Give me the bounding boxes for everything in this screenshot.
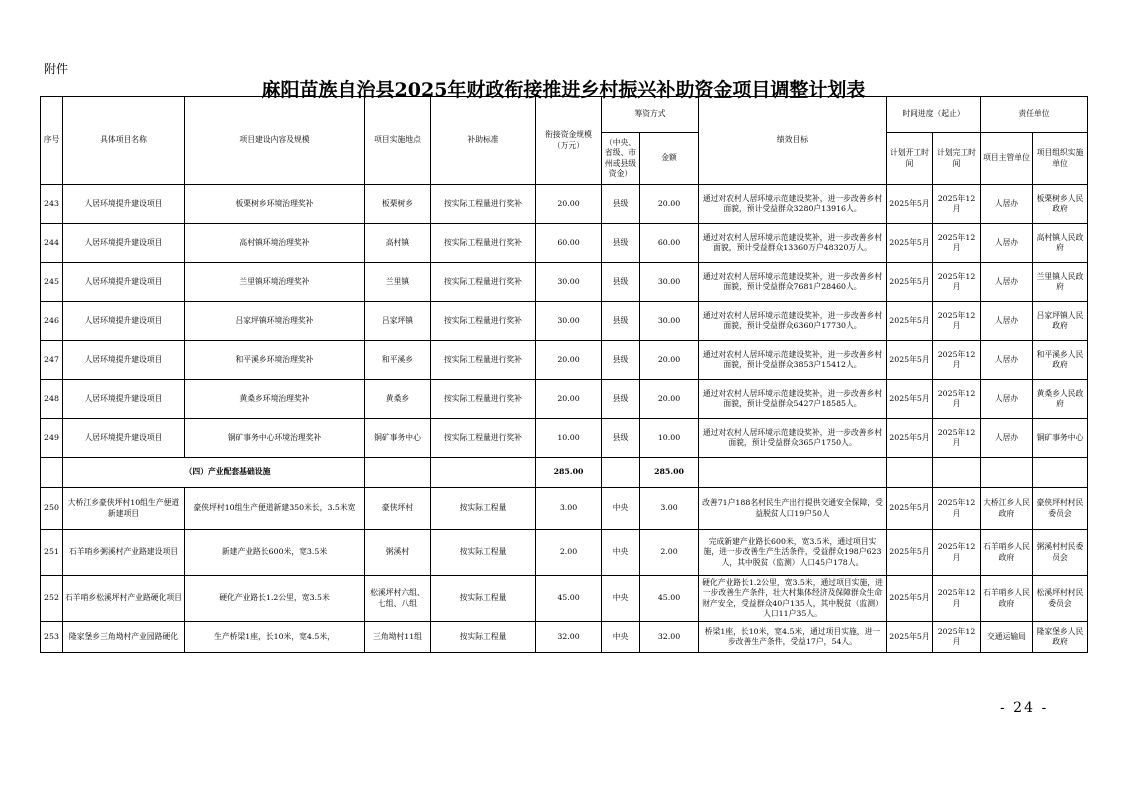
cell-no: 252 bbox=[41, 576, 63, 622]
cell-end: 2025年12月 bbox=[933, 263, 981, 302]
cell-goal: 通过对农村人居环境示范建设奖补，进一步改善乡村面貌，预计受益群众6360户17730人。 bbox=[699, 302, 887, 341]
cell-content: 硬化产业路长1.2公里，宽3.5米 bbox=[185, 576, 365, 622]
cell-dept: 人居办 bbox=[981, 263, 1033, 302]
cell-amount: 45.00 bbox=[640, 576, 699, 622]
cell-dept: 人居办 bbox=[981, 185, 1033, 224]
cell-dept: 人居办 bbox=[981, 341, 1033, 380]
cell-scale: 3.00 bbox=[536, 488, 602, 530]
cell-org: 松溪坪村村民委员会 bbox=[1033, 576, 1088, 622]
cell-org: 吕家坪镇人民政府 bbox=[1033, 302, 1088, 341]
cell-amount: 30.00 bbox=[640, 263, 699, 302]
cell-location: 板栗树乡 bbox=[365, 185, 431, 224]
cell-end: 2025年12月 bbox=[933, 341, 981, 380]
cell-org: 高村镇人民政府 bbox=[1033, 224, 1088, 263]
cell-location: 和平溪乡 bbox=[365, 341, 431, 380]
cell-name: 人居环境提升建设项目 bbox=[63, 224, 185, 263]
header-funding-amount: 金额 bbox=[640, 133, 699, 185]
cell-amount: 30.00 bbox=[640, 302, 699, 341]
cell-scale: 30.00 bbox=[536, 263, 602, 302]
cell-org: 板栗树乡人民政府 bbox=[1033, 185, 1088, 224]
table-row bbox=[41, 302, 1088, 341]
cell-end: 2025年12月 bbox=[933, 622, 981, 653]
cell-amount: 20.00 bbox=[640, 341, 699, 380]
cell-no: 250 bbox=[41, 488, 63, 530]
table-row bbox=[41, 419, 1088, 458]
cell-amount: 3.00 bbox=[640, 488, 699, 530]
cell-standard: 按实际工程量进行奖补 bbox=[431, 185, 536, 224]
cell-dept: 石羊哨乡人民政府 bbox=[981, 530, 1033, 576]
cell-scale: 10.00 bbox=[536, 419, 602, 458]
cell-amount: 32.00 bbox=[640, 622, 699, 653]
cell-name: 石羊哨乡粥溪村产业路建设项目 bbox=[63, 530, 185, 576]
cell-location: 高村镇 bbox=[365, 224, 431, 263]
cell-standard: 按实际工程量进行奖补 bbox=[431, 263, 536, 302]
cell-goal: 桥梁1座，长10米，宽4.5米，通过项目实施，进一步改善生产条件，受益17户，54人。 bbox=[699, 622, 887, 653]
header-scale: 衔接资金规模（万元） bbox=[536, 97, 602, 185]
section-scale: 285.00 bbox=[536, 458, 602, 488]
attachment-label: 附件 bbox=[44, 62, 69, 76]
cell-name: 大桥江乡豪侠坪村10组生产便道新建项目 bbox=[63, 488, 185, 530]
cell-start: 2025年5月 bbox=[887, 622, 933, 653]
cell-amount: 2.00 bbox=[640, 530, 699, 576]
cell-end: 2025年12月 bbox=[933, 576, 981, 622]
cell-source: 县级 bbox=[602, 263, 640, 302]
cell-source: 中央 bbox=[602, 622, 640, 653]
cell-standard: 按实际工程量 bbox=[431, 488, 536, 530]
cell-content: 吕家坪镇环境治理奖补 bbox=[185, 302, 365, 341]
cell-org: 豪侠坪村村民委员会 bbox=[1033, 488, 1088, 530]
cell-end: 2025年12月 bbox=[933, 380, 981, 419]
cell-standard: 按实际工程量 bbox=[431, 622, 536, 653]
header-funding: 筹资方式 bbox=[602, 97, 699, 133]
header-funding-source: （中央、省级、市州或县级资金） bbox=[602, 133, 640, 185]
cell-content: 豪侠坪村10组生产便道新建350米长，3.5米宽 bbox=[185, 488, 365, 530]
cell-location: 三角坳村11组 bbox=[365, 622, 431, 653]
cell-standard: 按实际工程量 bbox=[431, 530, 536, 576]
cell-start: 2025年5月 bbox=[887, 530, 933, 576]
cell-source: 县级 bbox=[602, 380, 640, 419]
cell-end: 2025年12月 bbox=[933, 530, 981, 576]
table-row bbox=[41, 488, 1088, 530]
cell-name: 人居环境提升建设项目 bbox=[63, 419, 185, 458]
cell-content: 新建产业路长600米，宽3.5米 bbox=[185, 530, 365, 576]
cell-dept: 人居办 bbox=[981, 419, 1033, 458]
cell-goal: 完成新建产业路长600米，宽3.5米，通过项目实施，进一步改善生产生活条件，受益群众198户623人，其中脱贫（监测）人口45户178人。 bbox=[699, 530, 887, 576]
cell-dept: 交通运输局 bbox=[981, 622, 1033, 653]
header-standard: 补助标准 bbox=[431, 97, 536, 185]
header-goal: 绩效目标 bbox=[699, 97, 887, 185]
cell-org: 兰里镇人民政府 bbox=[1033, 263, 1088, 302]
cell-no: 246 bbox=[41, 302, 63, 341]
cell-dept: 大桥江乡人民政府 bbox=[981, 488, 1033, 530]
header-name: 具体项目名称 bbox=[63, 97, 185, 185]
table-row bbox=[41, 263, 1088, 302]
header-content: 项目建设内容及规模 bbox=[185, 97, 365, 185]
page-title: 麻阳苗族自治县2025年财政衔接推进乡村振兴补助资金项目调整计划表 bbox=[261, 79, 866, 101]
cell-scale: 32.00 bbox=[536, 622, 602, 653]
cell-location: 松溪坪村六组、七组、八组 bbox=[365, 576, 431, 622]
cell-standard: 按实际工程量 bbox=[431, 576, 536, 622]
cell-standard: 按实际工程量进行奖补 bbox=[431, 419, 536, 458]
cell-content: 板栗树乡环境治理奖补 bbox=[185, 185, 365, 224]
cell-start: 2025年5月 bbox=[887, 341, 933, 380]
cell-end: 2025年12月 bbox=[933, 302, 981, 341]
header-no: 序号 bbox=[41, 97, 63, 185]
cell-start: 2025年5月 bbox=[887, 302, 933, 341]
table-row bbox=[41, 576, 1088, 622]
project-table bbox=[40, 96, 1088, 653]
cell-start: 2025年5月 bbox=[887, 380, 933, 419]
cell-source: 县级 bbox=[602, 224, 640, 263]
cell-content: 铜矿事务中心环境治理奖补 bbox=[185, 419, 365, 458]
cell-content: 黄桑乡环境治理奖补 bbox=[185, 380, 365, 419]
cell-dept: 石羊哨乡人民政府 bbox=[981, 576, 1033, 622]
cell-goal: 通过对农村人居环境示范建设奖补，进一步改善乡村面貌，预计受益群众7681户28460人。 bbox=[699, 263, 887, 302]
cell-content: 和平溪乡环境治理奖补 bbox=[185, 341, 365, 380]
table-row bbox=[41, 530, 1088, 576]
cell-scale: 45.00 bbox=[536, 576, 602, 622]
header-dept: 项目主管单位 bbox=[981, 133, 1033, 185]
cell-org: 黄桑乡人民政府 bbox=[1033, 380, 1088, 419]
cell-content: 高村镇环境治理奖补 bbox=[185, 224, 365, 263]
cell-no: 251 bbox=[41, 530, 63, 576]
cell-end: 2025年12月 bbox=[933, 224, 981, 263]
cell-amount: 60.00 bbox=[640, 224, 699, 263]
cell-content: 生产桥梁1座，长10米，宽4.5米， bbox=[185, 622, 365, 653]
cell-goal: 硬化产业路长1.2公里，宽3.5米，通过项目实施，进一步改善生产条件，壮大村集体经济及保障群众生命财产安全，受益群众40户135人，其中脱贫（监测）人口11户35人。 bbox=[699, 576, 887, 622]
cell-dept: 人居办 bbox=[981, 380, 1033, 419]
cell-start: 2025年5月 bbox=[887, 419, 933, 458]
header-location: 项目实施地点 bbox=[365, 97, 431, 185]
table-row bbox=[41, 622, 1088, 653]
cell-goal: 通过对农村人居环境示范建设奖补，进一步改善乡村面貌，预计受益群众365户1750人。 bbox=[699, 419, 887, 458]
cell-no: 244 bbox=[41, 224, 63, 263]
cell-org: 粥溪村村民委员会 bbox=[1033, 530, 1088, 576]
table-row bbox=[41, 224, 1088, 263]
cell-name: 隆家堡乡三角坳村产业园路硬化 bbox=[63, 622, 185, 653]
cell-goal: 改善71户188名村民生产出行提供交通安全保障，受益脱贫人口19户50人 bbox=[699, 488, 887, 530]
cell-source: 中央 bbox=[602, 576, 640, 622]
cell-start: 2025年5月 bbox=[887, 576, 933, 622]
cell-location: 豪侠坪村 bbox=[365, 488, 431, 530]
cell-scale: 60.00 bbox=[536, 224, 602, 263]
section-row bbox=[41, 458, 1088, 488]
section-amount: 285.00 bbox=[640, 458, 699, 488]
cell-source: 县级 bbox=[602, 341, 640, 380]
cell-scale: 20.00 bbox=[536, 341, 602, 380]
header-end: 计划完工时间 bbox=[933, 133, 981, 185]
cell-source: 中央 bbox=[602, 488, 640, 530]
cell-source: 县级 bbox=[602, 419, 640, 458]
cell-location: 粥溪村 bbox=[365, 530, 431, 576]
cell-start: 2025年5月 bbox=[887, 263, 933, 302]
cell-scale: 20.00 bbox=[536, 185, 602, 224]
header-schedule: 时间进度（起止） bbox=[887, 97, 981, 133]
cell-amount: 10.00 bbox=[640, 419, 699, 458]
cell-name: 人居环境提升建设项目 bbox=[63, 185, 185, 224]
cell-name: 人居环境提升建设项目 bbox=[63, 263, 185, 302]
cell-goal: 通过对农村人居环境示范建设奖补，进一步改善乡村面貌，预计受益群众3280户13916人。 bbox=[699, 185, 887, 224]
table-row bbox=[41, 185, 1088, 224]
cell-start: 2025年5月 bbox=[887, 185, 933, 224]
cell-end: 2025年12月 bbox=[933, 185, 981, 224]
header-start: 计划开工时间 bbox=[887, 133, 933, 185]
cell-source: 县级 bbox=[602, 302, 640, 341]
cell-standard: 按实际工程量进行奖补 bbox=[431, 380, 536, 419]
cell-standard: 按实际工程量进行奖补 bbox=[431, 224, 536, 263]
cell-no: 249 bbox=[41, 419, 63, 458]
cell-no: 248 bbox=[41, 380, 63, 419]
cell-end: 2025年12月 bbox=[933, 419, 981, 458]
cell-scale: 20.00 bbox=[536, 380, 602, 419]
cell-org: 隆家堡乡人民政府 bbox=[1033, 622, 1088, 653]
cell-goal: 通过对农村人居环境示范建设奖补，进一步改善乡村面貌，预计受益群众13360万户48320万人。 bbox=[699, 224, 887, 263]
cell-scale: 30.00 bbox=[536, 302, 602, 341]
cell-org: 和平溪乡人民政府 bbox=[1033, 341, 1088, 380]
cell-location: 吕家坪镇 bbox=[365, 302, 431, 341]
section-label: （四）产业配套基础设施 bbox=[63, 458, 365, 488]
cell-no: 247 bbox=[41, 341, 63, 380]
cell-name: 石羊哨乡松溪坪村产业路硬化项目 bbox=[63, 576, 185, 622]
cell-no: 253 bbox=[41, 622, 63, 653]
cell-standard: 按实际工程量进行奖补 bbox=[431, 302, 536, 341]
cell-location: 兰里镇 bbox=[365, 263, 431, 302]
cell-location: 铜矿事务中心 bbox=[365, 419, 431, 458]
cell-no: 243 bbox=[41, 185, 63, 224]
cell-amount: 20.00 bbox=[640, 380, 699, 419]
cell-end: 2025年12月 bbox=[933, 488, 981, 530]
cell-name: 人居环境提升建设项目 bbox=[63, 302, 185, 341]
cell-no: 245 bbox=[41, 263, 63, 302]
cell-location: 黄桑乡 bbox=[365, 380, 431, 419]
cell-source: 中央 bbox=[602, 530, 640, 576]
page-number: - 24 - bbox=[1000, 700, 1049, 716]
cell-name: 人居环境提升建设项目 bbox=[63, 341, 185, 380]
cell-scale: 2.00 bbox=[536, 530, 602, 576]
cell-goal: 通过对农村人居环境示范建设奖补，进一步改善乡村面貌，预计受益群众5427户18585人。 bbox=[699, 380, 887, 419]
table-row bbox=[41, 380, 1088, 419]
cell-standard: 按实际工程量进行奖补 bbox=[431, 341, 536, 380]
cell-start: 2025年5月 bbox=[887, 488, 933, 530]
cell-dept: 人居办 bbox=[981, 224, 1033, 263]
table-row bbox=[41, 341, 1088, 380]
cell-amount: 20.00 bbox=[640, 185, 699, 224]
cell-dept: 人居办 bbox=[981, 302, 1033, 341]
cell-name: 人居环境提升建设项目 bbox=[63, 380, 185, 419]
cell-source: 县级 bbox=[602, 185, 640, 224]
header-responsible: 责任单位 bbox=[981, 97, 1088, 133]
cell-goal: 通过对农村人居环境示范建设奖补，进一步改善乡村面貌，预计受益群众3853户15412人。 bbox=[699, 341, 887, 380]
header-org: 项目组织实施单位 bbox=[1033, 133, 1088, 185]
cell-org: 铜矿事务中心 bbox=[1033, 419, 1088, 458]
cell-content: 兰里镇环境治理奖补 bbox=[185, 263, 365, 302]
cell-start: 2025年5月 bbox=[887, 224, 933, 263]
